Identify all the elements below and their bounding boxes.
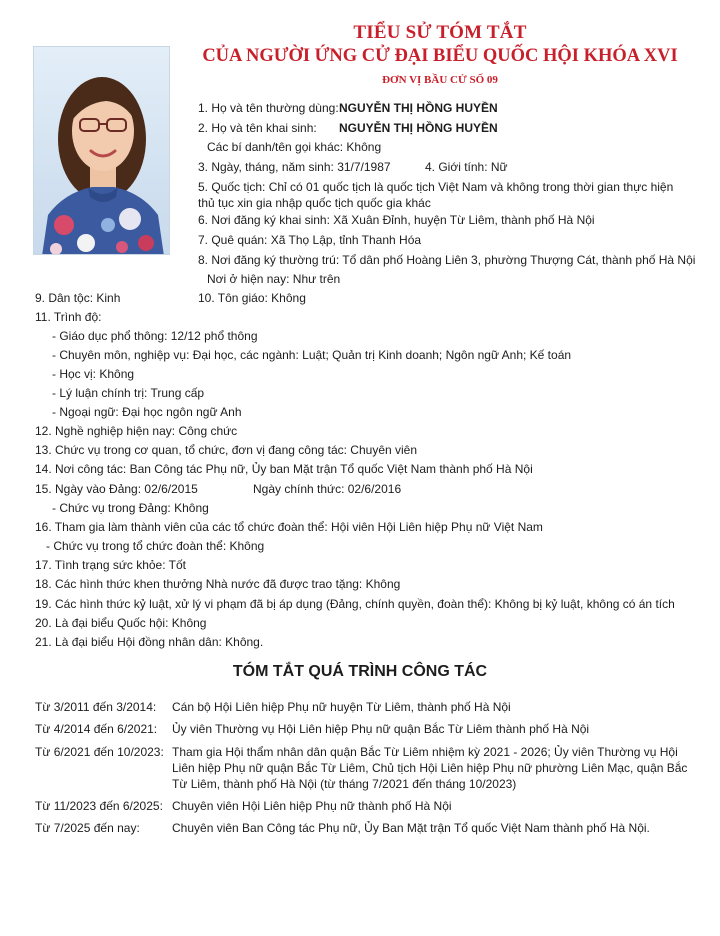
national-assembly-delegate: 20. Là đại biểu Quốc hội: Không: [35, 616, 207, 630]
education-item: - Giáo dục phổ thông: 12/12 phổ thông: [52, 329, 258, 343]
gender: 4. Giới tính: Nữ: [425, 160, 508, 174]
work-period: Từ 4/2014 đến 6/2021:: [35, 722, 158, 736]
birth-registration-place: 6. Nơi đăng ký khai sinh: Xã Xuân Đỉnh, huyện Từ Liêm, thành phố Hà Nội: [198, 213, 595, 227]
work-period: Từ 11/2023 đến 6/2025:: [35, 799, 163, 813]
work-history-title: TÓM TẮT QUÁ TRÌNH CÔNG TÁC: [232, 663, 488, 680]
work-description: Ủy viên Thường vụ Hội Liên hiệp Phụ nữ quận Bắc Từ Liêm thành phố Hà Nội: [172, 722, 590, 736]
permanent-residence: 8. Nơi đăng ký thường trú: Tổ dân phố Hoàng Liên 3, phường Thượng Cát, thành phố Hà Nội: [198, 253, 696, 267]
organization-position: - Chức vụ trong tổ chức đoàn thể: Không: [46, 539, 265, 553]
birth-name-value: NGUYỄN THỊ HỒNG HUYỀN: [339, 121, 498, 135]
work-description: Chuyên viên Ban Công tác Phụ nữ, Ủy Ban Mặt trận Tổ quốc Việt Nam thành phố Hà Nội.: [172, 821, 650, 835]
current-residence: Nơi ở hiện nay: Như trên: [207, 272, 341, 286]
nationality: 5. Quốc tịch: Chỉ có 01 quốc tịch là quốc tịch Việt Nam và không trong thời gian thực hiện thủ tục xin gia nhập quốc tịch quốc gia khác: [198, 180, 674, 210]
party-join-date: 15. Ngày vào Đảng: 02/6/2015: [35, 482, 198, 496]
date-of-birth: 3. Ngày, tháng, năm sinh: 31/7/1987: [198, 160, 391, 174]
work-description: Chuyên viên Hội Liên hiệp Phụ nữ thành phố Hà Nội: [172, 799, 452, 813]
state-awards: 18. Các hình thức khen thưởng Nhà nước đã được trao tặng: Không: [35, 577, 401, 591]
party-official-date: Ngày chính thức: 02/6/2016: [253, 482, 402, 496]
birth-name-label: 2. Họ và tên khai sinh:: [198, 121, 317, 135]
workplace: 14. Nơi công tác: Ban Công tác Phụ nữ, Ủy ban Mặt trận Tổ quốc Việt Nam thành phố Hà Nội: [35, 462, 533, 476]
work-period: Từ 6/2021 đến 10/2023:: [35, 745, 164, 759]
education-item: - Lý luận chính trị: Trung cấp: [52, 386, 205, 400]
aliases: Các bí danh/tên gọi khác: Không: [207, 140, 382, 154]
electoral-unit: ĐƠN VỊ BẦU CỬ SỐ 09: [382, 74, 498, 86]
work-period: Từ 7/2025 đến nay:: [35, 821, 140, 835]
work-description: Tham gia Hội thẩm nhân dân quận Bắc Từ Liêm nhiệm kỳ 2021 - 2026; Ủy viên Thường vụ Hội Liên hiệp Phụ nữ quận Bắc Từ Liêm, Chủ tịch Hội Liên hiệp Phụ nữ phường Liên Mạc, quận Bắc Từ Liêm, thành phố Hà Nội (từ tháng 7/2021 đến tháng 10/2023): [172, 745, 688, 791]
common-name-value: NGUYỄN THỊ HỒNG HUYỀN: [339, 101, 498, 115]
education-heading: 11. Trình độ:: [35, 310, 102, 324]
party-position: - Chức vụ trong Đảng: Không: [52, 501, 209, 515]
work-period: Từ 3/2011 đến 3/2014:: [35, 700, 157, 714]
document-title: TIỂU SỬ TÓM TẮT: [353, 22, 527, 43]
education-item: - Học vị: Không: [52, 367, 135, 381]
education-item: - Ngoại ngữ: Đại học ngôn ngữ Anh: [52, 405, 242, 419]
health-status: 17. Tình trạng sức khỏe: Tốt: [35, 558, 187, 572]
ethnicity: 9. Dân tộc: Kinh: [35, 291, 121, 305]
candidate-photo: [33, 46, 170, 255]
occupation: 12. Nghề nghiệp hiện nay: Công chức: [35, 424, 238, 438]
people-council-delegate: 21. Là đại biểu Hội đồng nhân dân: Không.: [35, 635, 264, 649]
education-item: - Chuyên môn, nghiệp vụ: Đại học, các ngành: Luật; Quản trị Kinh doanh; Ngôn ngữ Anh; Kế toán: [52, 348, 572, 362]
organization-membership: 16. Tham gia làm thành viên của các tổ chức đoàn thể: Hội viên Hội Liên hiệp Phụ nữ Việt Nam: [35, 520, 543, 534]
document-subtitle: CỦA NGƯỜI ỨNG CỬ ĐẠI BIỂU QUỐC HỘI KHÓA XVI: [202, 46, 678, 66]
common-name-label: 1. Họ và tên thường dùng:: [198, 101, 339, 115]
hometown: 7. Quê quán: Xã Thọ Lập, tỉnh Thanh Hóa: [198, 233, 422, 247]
work-description: Cán bộ Hội Liên hiệp Phụ nữ huyện Từ Liêm, thành phố Hà Nội: [172, 700, 511, 714]
discipline-record: 19. Các hình thức kỷ luật, xử lý vi phạm đã bị áp dụng (Đảng, chính quyền, đoàn thể): Không bị kỷ luật, không có án tích: [35, 597, 675, 611]
religion: 10. Tôn giáo: Không: [198, 291, 306, 305]
position: 13. Chức vụ trong cơ quan, tổ chức, đơn vị đang công tác: Chuyên viên: [35, 443, 418, 457]
